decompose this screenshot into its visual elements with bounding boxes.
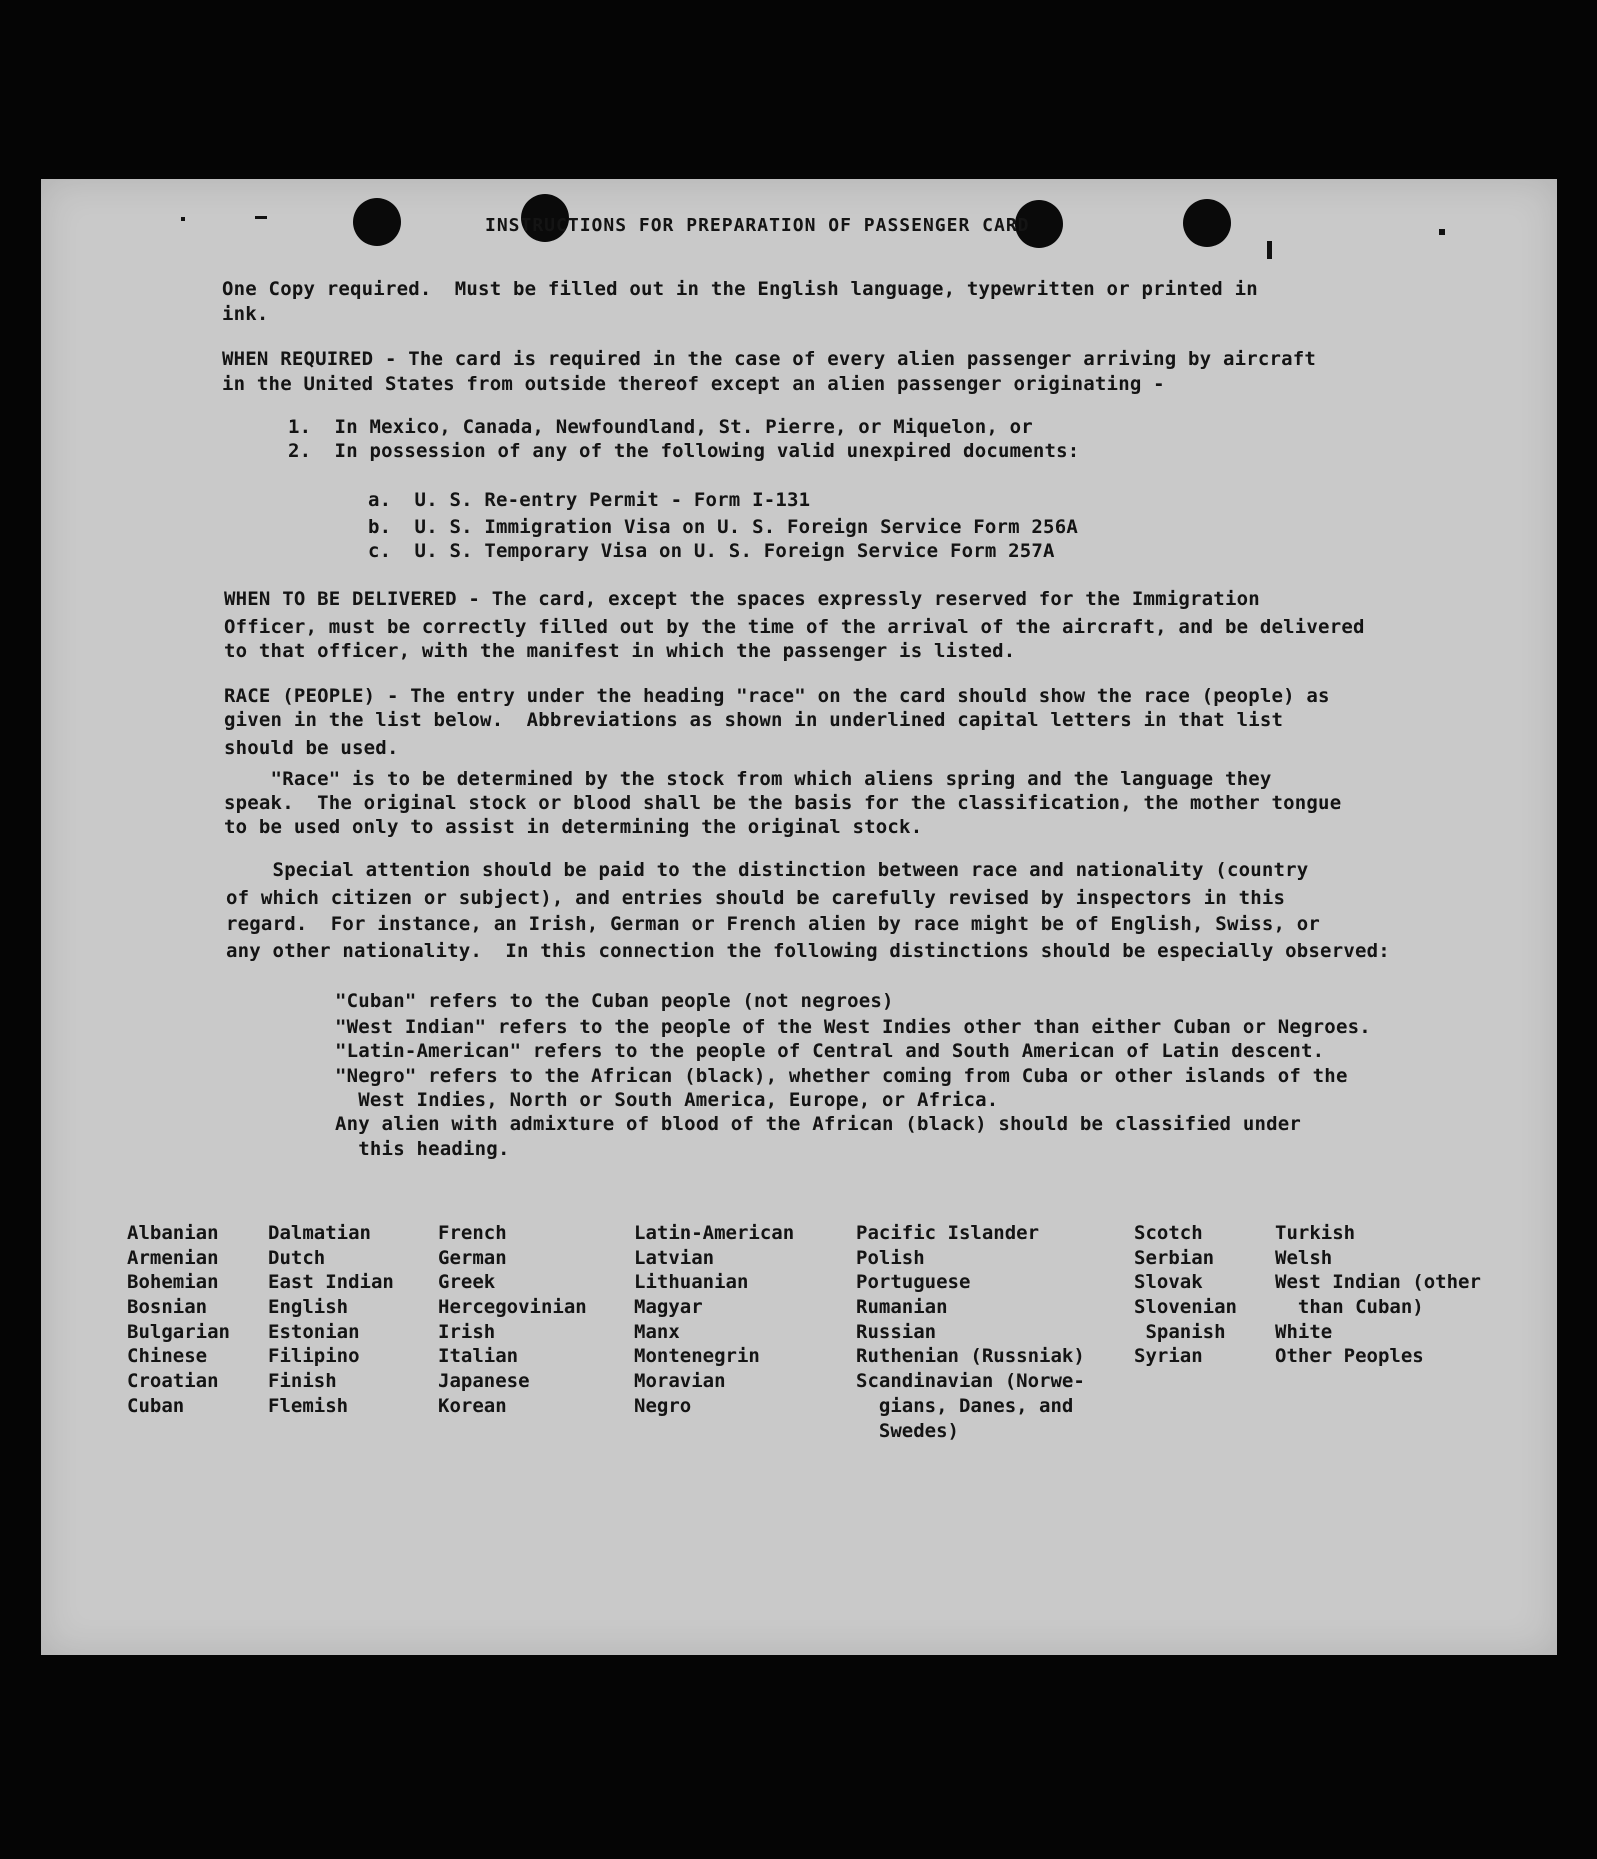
when-required-line-2: in the United States from outside thereof except an alien passenger originating - [222,373,1165,395]
race-entry: Moravian [634,1370,726,1393]
race-entry: Lithuanian [634,1271,749,1294]
race-entry: Albanian [127,1222,219,1244]
race-determined-line-1: "Race" is to be determined by the stock from which aliens spring and the language they [224,768,1272,790]
race-entry: Scandinavian (Norwe- [856,1370,1085,1393]
distinction-west-indian: "West Indian" refers to the people of the West Indies other than either Cuban or Negroes. [335,1016,1371,1038]
race-entry: Armenian [127,1246,219,1269]
race-entry: Slovak [1134,1271,1203,1294]
ink-speck [1267,241,1272,259]
race-entry: Negro [634,1394,692,1417]
special-attention-line-2: of which citizen or subject), and entries should be carefully revised by inspectors in this [226,887,1286,909]
race-determined-line-2: speak. The original stock or blood shall be the basis for the classification, the mother tongue [224,792,1342,814]
race-entry: Latvian [634,1246,715,1269]
race-list-column-2 [268,1221,394,1419]
intro-line-1: One Copy required. Must be filled out in the English language, typewritten or printed in [222,278,1258,300]
origin-item-1: 1. In Mexico, Canada, Newfoundland, St. Pierre, or Miquelon, or [288,416,1033,438]
punch-hole [353,198,401,246]
race-entry: than Cuban) [1275,1296,1424,1319]
race-entry: Ruthenian (Russniak) [856,1345,1085,1368]
race-entry: Montenegrin [634,1345,760,1368]
race-line-3: should be used. [224,737,399,759]
race-list-column-1 [127,1221,230,1419]
race-entry: Russian [856,1320,937,1343]
intro-line-2: ink. [222,303,269,325]
race-entry: White [1275,1320,1333,1343]
document-page [41,179,1557,1655]
race-entry: Welsh [1275,1246,1333,1269]
race-entry: Finish [268,1370,337,1393]
special-attention-line-4: any other nationality. In this connection the following distinctions should be especially observed: [226,940,1390,962]
race-entry: German [438,1246,507,1269]
special-attention-line-1: Special attention should be paid to the distinction between race and nationality (country [226,859,1309,881]
when-delivered-line-2: Officer, must be correctly filled out by the time of the arrival of the aircraft, and be delivered [224,616,1365,638]
race-list-column-7 [1275,1221,1481,1369]
race-entry: Slovenian [1134,1296,1237,1319]
distinction-negro-cont: West Indies, North or South America, Europe, or Africa. [335,1089,999,1111]
race-entry: Filipino [268,1345,360,1368]
race-list-column-4 [634,1221,794,1419]
document-item-b: b. U. S. Immigration Visa on U. S. Foreign Service Form 256A [368,516,1078,538]
race-entry: Italian [438,1345,519,1368]
race-entry: Turkish [1275,1222,1356,1244]
race-entry: Latin-American [634,1222,795,1244]
ink-speck [255,216,267,219]
distinction-admixture-cont: this heading. [335,1138,510,1160]
race-entry: East Indian [268,1271,394,1294]
race-entry: Swedes) [856,1419,959,1442]
distinction-latin-american: "Latin-American" refers to the people of Central and South American of Latin descent. [335,1040,1325,1062]
race-entry: Korean [438,1394,507,1417]
race-entry: Bosnian [127,1296,208,1319]
document-title: INSTRUCTIONS FOR PREPARATION OF PASSENGER CARD [485,215,1030,236]
race-line-2: given in the list below. Abbreviations as shown in underlined capital letters in that list [224,709,1284,731]
race-entry: Bulgarian [127,1320,230,1343]
race-entry: Chinese [127,1345,208,1368]
ink-speck [1439,229,1445,235]
race-list-column-3 [438,1221,587,1419]
distinction-cuban: "Cuban" refers to the Cuban people (not negroes) [335,990,894,1012]
race-entry: Syrian [1134,1345,1203,1368]
race-entry: Greek [438,1271,496,1294]
when-delivered-line-1: WHEN TO BE DELIVERED - The card, except the spaces expressly reserved for the Immigration [224,588,1260,610]
race-entry: Portuguese [856,1271,971,1294]
race-list-column-5 [856,1221,1085,1443]
race-determined-line-3: to be used only to assist in determining the original stock. [224,816,923,838]
origin-item-2: 2. In possession of any of the following valid unexpired documents: [288,440,1080,462]
when-delivered-line-3: to that officer, with the manifest in which the passenger is listed. [224,640,1016,662]
ink-speck [181,217,185,221]
race-line-1: RACE (PEOPLE) - The entry under the heading "race" on the card should show the race (people) as [224,685,1330,707]
special-attention-line-3: regard. For instance, an Irish, German or French alien by race might be of English, Swiss, or [226,913,1321,935]
race-entry: Serbian [1134,1246,1215,1269]
race-entry: Flemish [268,1394,349,1417]
race-entry: Dalmatian [268,1222,371,1244]
race-entry: Other Peoples [1275,1345,1424,1368]
race-entry: English [268,1296,349,1319]
race-entry: Pacific Islander [856,1222,1040,1244]
race-entry: Polish [856,1246,925,1269]
when-required-line-1: WHEN REQUIRED - The card is required in the case of every alien passenger arriving by aircraft [222,348,1317,370]
distinction-admixture: Any alien with admixture of blood of the African (black) should be classified under [335,1113,1302,1135]
document-item-a: a. U. S. Re-entry Permit - Form I-131 [368,489,811,511]
race-entry: Croatian [127,1370,219,1393]
race-entry: gians, Danes, and [856,1394,1074,1417]
race-entry: Hercegovinian [438,1296,587,1319]
race-entry: Magyar [634,1296,703,1319]
race-entry: Japanese [438,1370,530,1393]
race-entry: Cuban [127,1394,185,1417]
race-entry: Spanish [1134,1320,1226,1343]
race-entry: Dutch [268,1246,326,1269]
race-entry: French [438,1222,507,1244]
distinction-negro: "Negro" refers to the African (black), whether coming from Cuba or other islands of the [335,1065,1348,1087]
punch-hole [1183,199,1231,247]
race-list-column-6 [1134,1221,1237,1369]
race-entry: Estonian [268,1320,360,1343]
race-entry: Scotch [1134,1222,1203,1244]
race-entry: Rumanian [856,1296,948,1319]
race-entry: West Indian (other [1275,1271,1481,1294]
document-item-c: c. U. S. Temporary Visa on U. S. Foreign Service Form 257A [368,540,1055,562]
race-entry: Irish [438,1320,496,1343]
race-entry: Manx [634,1320,680,1343]
race-entry: Bohemian [127,1271,219,1294]
